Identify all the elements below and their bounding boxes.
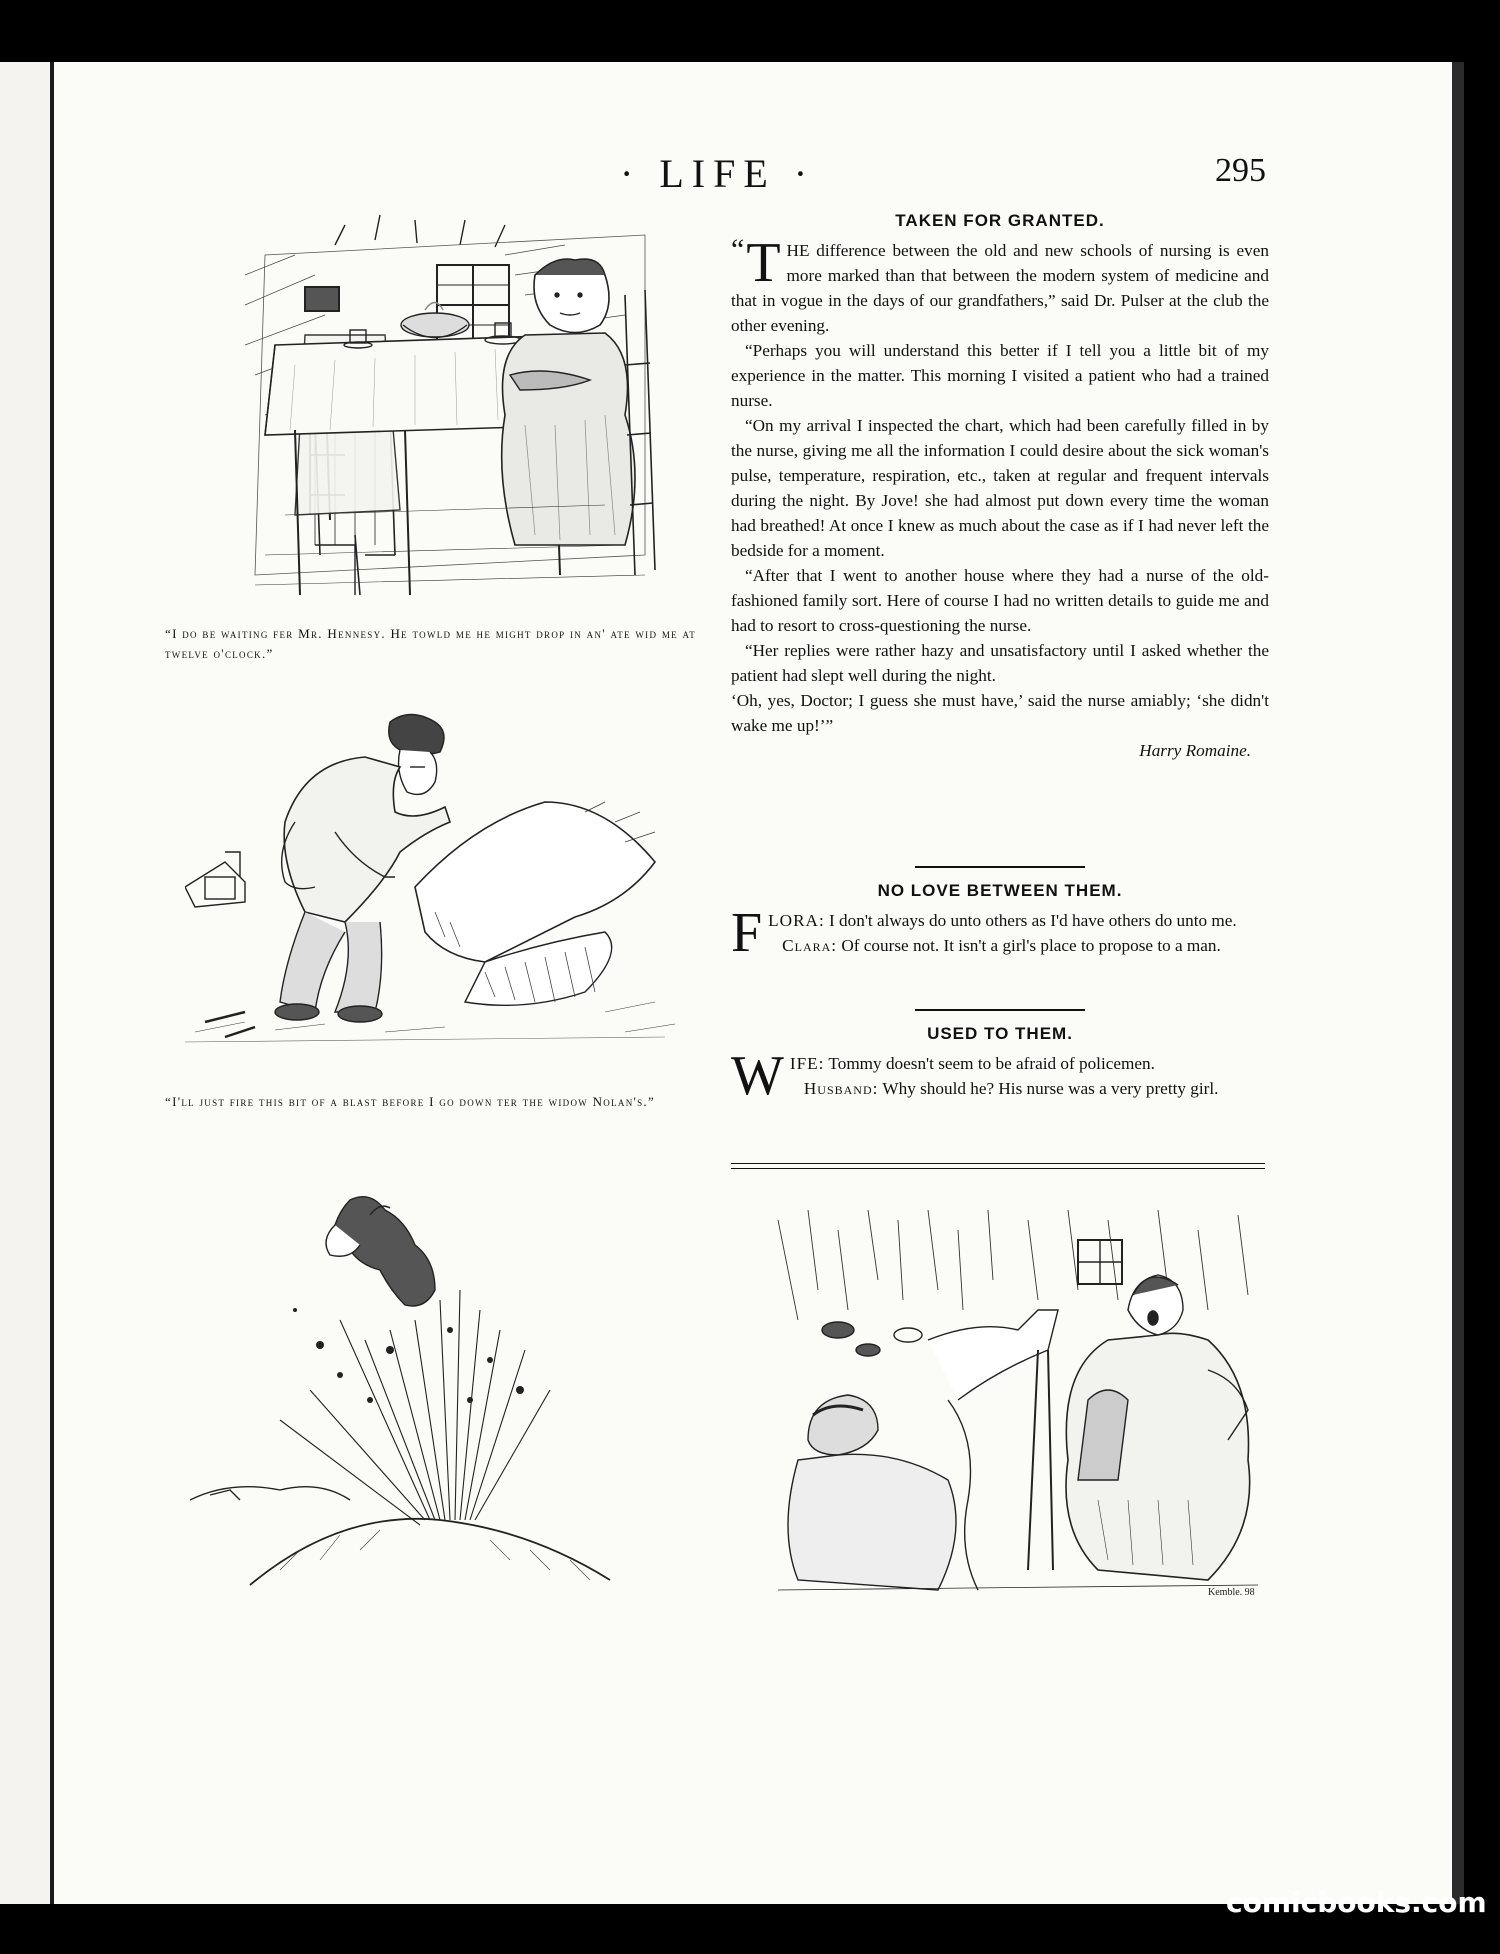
blast-caption: “I'll just fire this bit of a blast before I go down ter the widow Nolan's.”	[165, 1094, 656, 1109]
rock-blast-illustration	[185, 712, 695, 1047]
article2-line2-text: Of course not. It isn't a girl's place to propose to a man.	[841, 936, 1221, 955]
article-used-to-them	[731, 1045, 1269, 1107]
article1-para-4: “After that I went to another house where they had a nurse of the old-fashioned family sort. Here of course I had no written details to guide me and had to resort to cross-questioning the nurse.	[731, 566, 1269, 635]
explosion-illustration	[190, 1190, 670, 1620]
article2-line1-text: I don't always do unto others as I'd have others do unto me.	[829, 911, 1237, 930]
kitchen-caption: “I do be waiting fer Mr. Hennesy. He towld me he might drop in an' ate wid me at twelve o'clock.”	[165, 626, 697, 661]
article-no-love-between-them	[731, 902, 1269, 964]
article-taken-for-granted	[731, 232, 1269, 763]
page-number: 295	[1215, 152, 1266, 189]
aftermath-illustration	[738, 1200, 1293, 1610]
article3-line2-text: Why should he? His nurse was a very pretty girl.	[882, 1079, 1219, 1098]
article-title-taken-for-granted: TAKEN FOR GRANTED.	[895, 211, 1105, 230]
page-right-edge	[1452, 62, 1464, 1904]
speaker-flora: LORA:	[768, 911, 825, 930]
left-page-strip	[0, 62, 50, 1904]
open-quote: “	[731, 233, 745, 266]
speaker-clara: Clara:	[782, 936, 838, 955]
article1-first-para: HE difference between the old and new schools of nursing is even more marked than that between the modern system of medicine and that in vogue in the days of our grandfathers,” said Dr. Pulser at the club the other evening.	[731, 241, 1269, 335]
double-rule-bottom	[731, 1168, 1265, 1169]
article1-para-3: “On my arrival I inspected the chart, which had been carefully filled in by the nurse, giving me all the information I could desire about the sick woman's pulse, temperature, respiration, etc., taken at regular and frequent intervals during the night. By Jove! she had almost put down every time the woman had breathed! At once I knew as much about the case as if I had never left the bedside for a moment.	[731, 416, 1269, 560]
article-title-used-to-them: USED TO THEM.	[927, 1024, 1073, 1043]
magazine-title: · LIFE ·	[620, 151, 816, 196]
divider-rule-2	[915, 1009, 1085, 1011]
article2-line-2	[731, 933, 1269, 958]
kitchen-illustration	[205, 215, 675, 605]
dropcap-w: W	[731, 1045, 784, 1107]
dropcap-t: T	[746, 232, 781, 294]
article1-para-1	[731, 232, 1269, 338]
article1-para-5: “Her replies were rather hazy and unsatisfactory until I asked whether the patient had slept well during the night.	[731, 641, 1269, 685]
watermark: comicbooks.com	[1226, 1886, 1487, 1919]
speaker-wife: IFE:	[789, 1054, 825, 1073]
dropcap-f: F	[731, 902, 763, 964]
double-rule-top	[731, 1163, 1265, 1164]
speaker-husband: Husband:	[803, 1079, 879, 1098]
article3-line1-text: Tommy doesn't seem to be afraid of policemen.	[828, 1054, 1155, 1073]
article1-para-6: ‘Oh, yes, Doctor; I guess she must have,’ said the nurse amiably; ‘she didn't wake me up!’”	[731, 691, 1269, 735]
artist-signature: Kemble. 98	[1208, 1587, 1255, 1598]
article1-para-2: “Perhaps you will understand this better if I tell you a little bit of my experience in the matter. This morning I visited a patient who had a trained nurse.	[731, 341, 1269, 410]
article3-line-2	[731, 1076, 1269, 1101]
divider-rule-1	[915, 866, 1085, 868]
article-title-no-love: NO LOVE BETWEEN THEM.	[877, 881, 1123, 900]
author-byline: Harry Romaine.	[1139, 741, 1251, 760]
